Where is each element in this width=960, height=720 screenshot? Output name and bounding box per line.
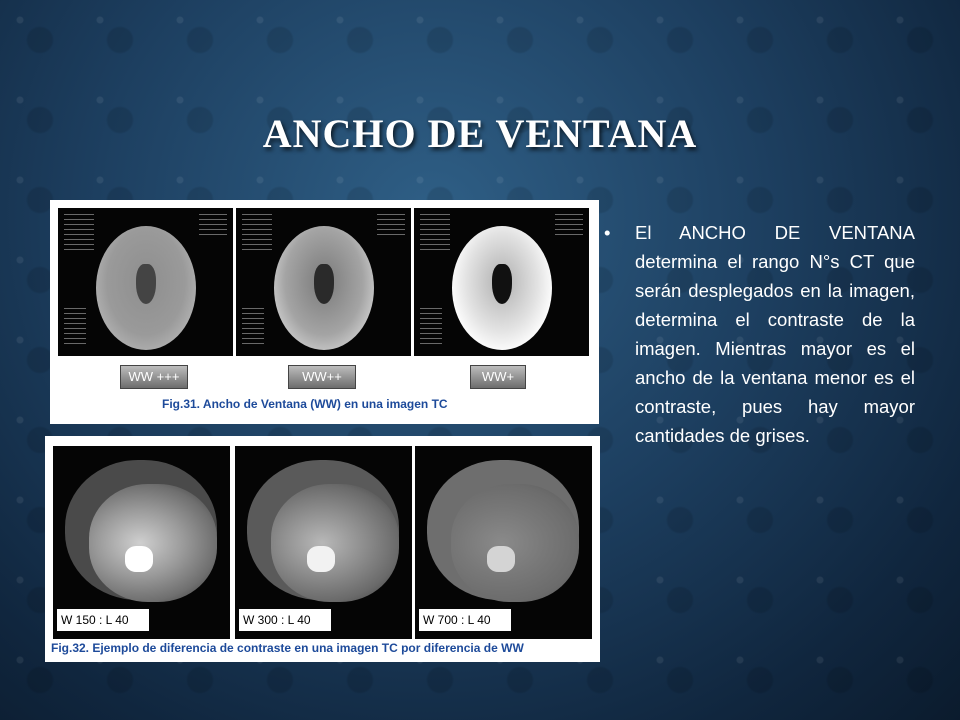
brain-image-ww-medium	[236, 208, 411, 356]
figure2-caption: Fig.32. Ejemplo de diferencia de contraste en una imagen TC por diferencia de WW	[51, 641, 524, 655]
ct-image-w150	[53, 446, 230, 639]
wl-label-1: W 150 : L 40	[57, 609, 149, 631]
figure1-caption: Fig.31. Ancho de Ventana (WW) en una imagen TC	[162, 397, 448, 411]
brain-image-ww-high	[58, 208, 233, 356]
bullet-text: El ANCHO DE VENTANA determina el rango N°s CT que serán desplegados en la imagen, determina el contraste de la imagen. Mientras mayor es el ancho de la ventana menor es el contraste, pues hay mayor cantidades de grises.	[635, 222, 915, 446]
brain-image-ww-low	[414, 208, 589, 356]
ct-image-w700	[415, 446, 592, 639]
ww-label-3: WW+	[470, 365, 526, 389]
bullet-paragraph	[604, 218, 915, 450]
wl-label-2: W 300 : L 40	[239, 609, 331, 631]
slide-title: ANCHO DE VENTANA	[262, 111, 698, 156]
ww-label-2: WW++	[288, 365, 356, 389]
ww-label-1: WW +++	[120, 365, 188, 389]
ct-image-w300	[235, 446, 412, 639]
figure-brain-ct	[50, 200, 599, 424]
wl-label-3: W 700 : L 40	[419, 609, 511, 631]
bullet-dot-icon: •	[604, 222, 611, 243]
figure-abdomen-ct	[45, 436, 600, 662]
